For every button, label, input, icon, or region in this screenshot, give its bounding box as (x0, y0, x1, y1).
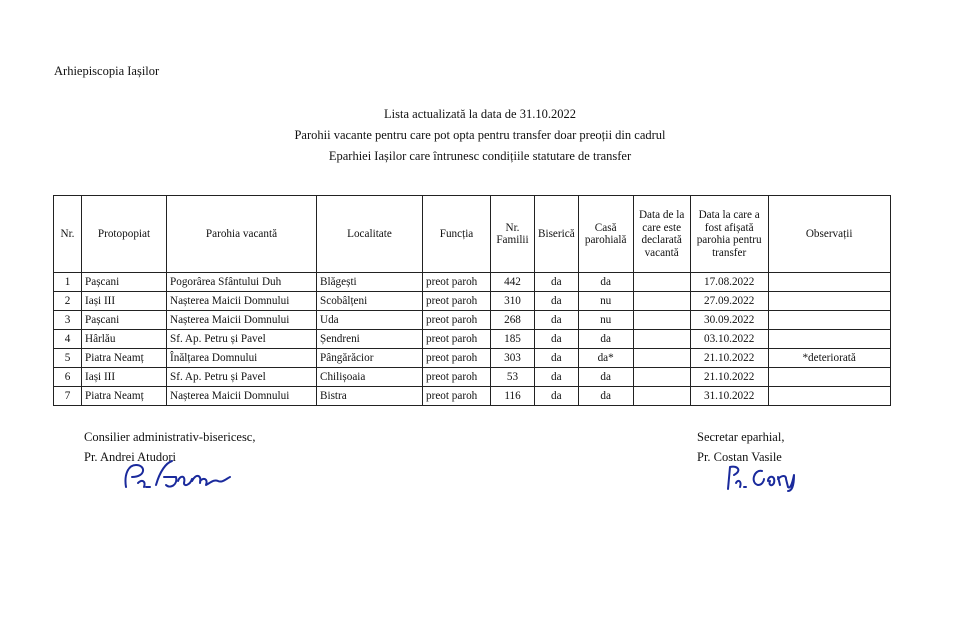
organization-name: Arhiepiscopia Iașilor (54, 64, 160, 78)
cell-parohia: Sf. Ap. Petru și Pavel (167, 368, 317, 387)
col-header-familii: Nr. Familii (491, 196, 535, 273)
cell-parohia: Sf. Ap. Petru și Pavel (167, 330, 317, 349)
right-signatory-name: Pr. Costan Vasile (697, 450, 782, 464)
cell-localitate: Uda (317, 311, 423, 330)
cell-data-afisare: 21.10.2022 (690, 349, 768, 368)
cell-casa: da (578, 368, 633, 387)
cell-observatii (768, 330, 890, 349)
cell-protopopiat: Iași III (82, 368, 167, 387)
col-header-casa: Casă parohială (578, 196, 633, 273)
title-line-3: Eparhiei Iașilor care întrunesc condițiile statutare de transfer (328, 149, 632, 163)
cell-functia: preot paroh (423, 368, 491, 387)
cell-data-afisare: 03.10.2022 (690, 330, 768, 349)
cell-nr: 6 (54, 368, 82, 387)
right-handwritten-signature (722, 459, 802, 493)
col-header-parohia: Parohia vacantă (167, 196, 317, 273)
cell-localitate: Chilișoaia (317, 368, 423, 387)
cell-localitate: Blăgești (317, 273, 423, 292)
cell-protopopiat: Pașcani (82, 311, 167, 330)
cell-casa: da* (578, 349, 633, 368)
cell-familii: 185 (491, 330, 535, 349)
table-row (54, 330, 891, 349)
left-handwritten-signature (118, 455, 238, 495)
cell-data-afisare: 27.09.2022 (690, 292, 768, 311)
cell-biserica: da (535, 330, 579, 349)
cell-functia: preot paroh (423, 330, 491, 349)
cell-parohia: Nașterea Maicii Domnului (167, 292, 317, 311)
cell-functia: preot paroh (423, 292, 491, 311)
cell-nr: 7 (54, 387, 82, 406)
table-row (54, 292, 891, 311)
cell-localitate: Scobâlțeni (317, 292, 423, 311)
cell-familii: 310 (491, 292, 535, 311)
cell-parohia: Pogorârea Sfântului Duh (167, 273, 317, 292)
cell-casa: da (578, 273, 633, 292)
cell-nr: 1 (54, 273, 82, 292)
cell-data-vacanta (633, 330, 690, 349)
title-line-2: Parohii vacante pentru care pot opta pentru transfer doar preoții din cadrul (294, 128, 666, 142)
cell-casa: nu (578, 292, 633, 311)
cell-casa: da (578, 330, 633, 349)
cell-data-vacanta (633, 273, 690, 292)
cell-nr: 2 (54, 292, 82, 311)
col-header-observatii: Observații (768, 196, 890, 273)
cell-familii: 53 (491, 368, 535, 387)
cell-data-afisare: 30.09.2022 (690, 311, 768, 330)
cell-observatii (768, 368, 890, 387)
cell-observatii (768, 387, 890, 406)
cell-biserica: da (535, 311, 579, 330)
cell-data-vacanta (633, 349, 690, 368)
cell-data-vacanta (633, 368, 690, 387)
cell-protopopiat: Piatra Neamț (82, 349, 167, 368)
col-header-protopopiat: Protopopiat (82, 196, 167, 273)
col-header-data-vacanta: Data de la care este declarată vacantă (633, 196, 690, 273)
cell-data-vacanta (633, 387, 690, 406)
cell-biserica: da (535, 349, 579, 368)
document-title (0, 104, 960, 167)
cell-functia: preot paroh (423, 387, 491, 406)
cell-localitate: Șendreni (317, 330, 423, 349)
cell-familii: 268 (491, 311, 535, 330)
cell-localitate: Pângărăcior (317, 349, 423, 368)
table-body (54, 273, 891, 406)
cell-observatii: *deteriorată (768, 349, 890, 368)
cell-functia: preot paroh (423, 311, 491, 330)
col-header-functia: Funcția (423, 196, 491, 273)
cell-data-vacanta (633, 311, 690, 330)
table-row (54, 368, 891, 387)
cell-familii: 303 (491, 349, 535, 368)
cell-data-afisare: 31.10.2022 (690, 387, 768, 406)
title-line-1: Lista actualizată la data de 31.10.2022 (384, 107, 576, 121)
table-header-row (54, 196, 891, 273)
cell-observatii (768, 311, 890, 330)
cell-protopopiat: Piatra Neamț (82, 387, 167, 406)
cell-biserica: da (535, 292, 579, 311)
cell-parohia: Înălțarea Domnului (167, 349, 317, 368)
cell-familii: 442 (491, 273, 535, 292)
cell-data-afisare: 17.08.2022 (690, 273, 768, 292)
cell-parohia: Nașterea Maicii Domnului (167, 311, 317, 330)
cell-familii: 116 (491, 387, 535, 406)
cell-functia: preot paroh (423, 349, 491, 368)
table-row (54, 387, 891, 406)
cell-biserica: da (535, 368, 579, 387)
cell-functia: preot paroh (423, 273, 491, 292)
left-signatory-role: Consilier administrativ-bisericesc, (84, 430, 256, 444)
cell-observatii (768, 292, 890, 311)
cell-observatii (768, 273, 890, 292)
vacant-parishes-table (53, 195, 891, 406)
cell-nr: 3 (54, 311, 82, 330)
cell-biserica: da (535, 387, 579, 406)
cell-nr: 5 (54, 349, 82, 368)
cell-localitate: Bistra (317, 387, 423, 406)
cell-protopopiat: Iași III (82, 292, 167, 311)
cell-protopopiat: Pașcani (82, 273, 167, 292)
col-header-nr: Nr. (54, 196, 82, 273)
table-row (54, 273, 891, 292)
col-header-biserica: Biserică (535, 196, 579, 273)
table-row (54, 349, 891, 368)
col-header-localitate: Localitate (317, 196, 423, 273)
right-signatory-role: Secretar eparhial, (697, 430, 785, 444)
cell-casa: nu (578, 311, 633, 330)
cell-casa: da (578, 387, 633, 406)
cell-parohia: Nașterea Maicii Domnului (167, 387, 317, 406)
cell-nr: 4 (54, 330, 82, 349)
cell-data-afisare: 21.10.2022 (690, 368, 768, 387)
cell-protopopiat: Hârlău (82, 330, 167, 349)
col-header-data-afisare: Data la care a fost afișată parohia pentru transfer (690, 196, 768, 273)
left-signatory-name: Pr. Andrei Atudori (84, 450, 177, 464)
cell-data-vacanta (633, 292, 690, 311)
table-row (54, 311, 891, 330)
cell-biserica: da (535, 273, 579, 292)
